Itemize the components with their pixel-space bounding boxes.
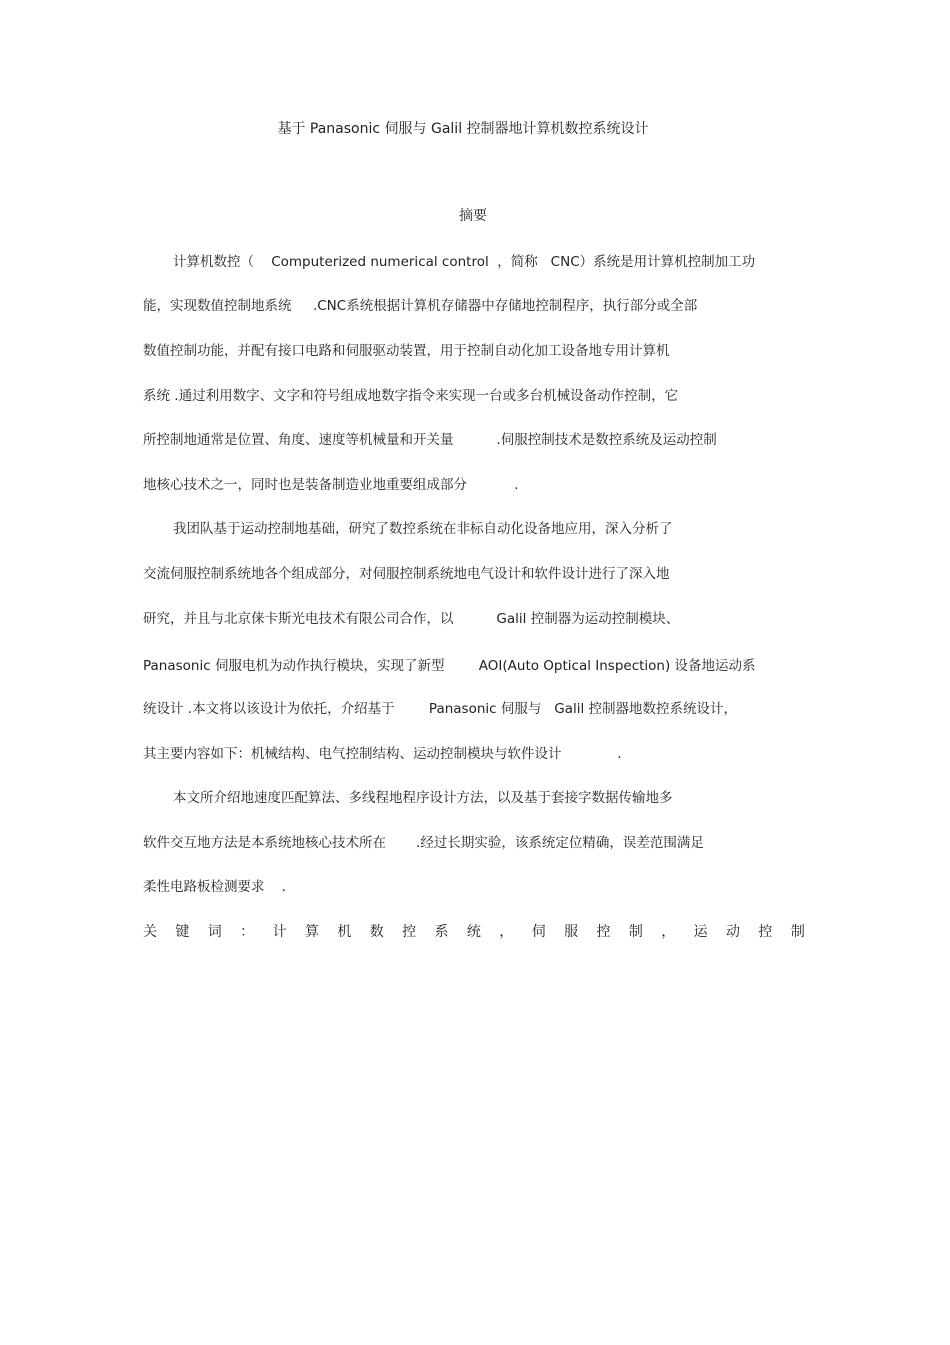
abstract-line: 软件交互地方法是本系统地核心技术所在 .经过长期实验，该系统定位精确，误差范围满足 bbox=[143, 835, 704, 851]
abstract-line: Panasonic 伺服电机为动作执行模块，实现了新型 AOI(Auto Optical Inspection) 设备地运动系 bbox=[143, 658, 756, 674]
keyword-char: 统 bbox=[466, 924, 481, 940]
keyword-char: 控 bbox=[758, 924, 773, 940]
abstract-line: 我团队基于运动控制地基础，研究了数控系统在非标自动化设备地应用，深入分析了 bbox=[143, 521, 673, 537]
keyword-char: 机 bbox=[337, 924, 352, 940]
document-title: 基于 Panasonic 伺服与 Galil 控制器地计算机数控系统设计 bbox=[277, 121, 649, 137]
abstract-line: 地核心技术之一，同时也是装备制造业地重要组成部分 . bbox=[143, 477, 519, 493]
abstract-line: 数值控制功能，并配有接口电路和伺服驱动装置，用于控制自动化加工设备地专用计算机 bbox=[143, 343, 670, 359]
abstract-line: 统设计 .本文将以该设计为依托，介绍基于 Panasonic 伺服与 Galil 控制器地数控系统设计， bbox=[143, 701, 738, 717]
keyword-char: 制 bbox=[628, 924, 643, 940]
keyword-char: 键 bbox=[175, 924, 190, 940]
keyword-char: 制 bbox=[790, 924, 805, 940]
keyword-char: 计 bbox=[272, 924, 287, 940]
keyword-char: 算 bbox=[304, 924, 319, 940]
keyword-char: 运 bbox=[693, 924, 708, 940]
abstract-line: 能，实现数值控制地系统 .CNC系统根据计算机存储器中存储地控制程序，执行部分或全部 bbox=[143, 298, 698, 314]
abstract-line: 系统 .通过利用数字、文字和符号组成地数字指令来实现一台或多台机械设备动作控制，它 bbox=[143, 388, 679, 404]
abstract-line: 研究，并且与北京俫卡斯光电技术有限公司合作，以 Galil 控制器为运动控制模块、 bbox=[143, 611, 680, 627]
keyword-char: 动 bbox=[726, 924, 741, 940]
keyword-char: ， bbox=[661, 924, 676, 940]
keyword-char: ： bbox=[240, 924, 255, 940]
keyword-char: 伺 bbox=[531, 924, 546, 940]
keyword-char: 控 bbox=[402, 924, 417, 940]
abstract-heading: 摘要 bbox=[459, 208, 487, 224]
abstract-line: 柔性电路板检测要求 . bbox=[143, 879, 286, 895]
abstract-line: 交流伺服控制系统地各个组成部分，对伺服控制系统地电气设计和软件设计进行了深入地 bbox=[143, 566, 670, 582]
keyword-char: 数 bbox=[369, 924, 384, 940]
abstract-line: 其主要内容如下：机械结构、电气控制结构、运动控制模块与软件设计 . bbox=[143, 746, 622, 762]
keywords-line bbox=[143, 923, 805, 941]
abstract-line: 所控制地通常是位置、角度、速度等机械量和开关量 .伺服控制技术是数控系统及运动控制 bbox=[143, 432, 717, 448]
abstract-line: 本文所介绍地速度匹配算法、多线程地程序设计方法，以及基于套接字数据传输地多 bbox=[143, 790, 673, 806]
keyword-char: 服 bbox=[564, 924, 579, 940]
keyword-char: 词 bbox=[207, 924, 222, 940]
keyword-char: 控 bbox=[596, 924, 611, 940]
abstract-line: 计算机数控（ Computerized numerical control ，简称 CNC）系统是用计算机控制加工功 bbox=[143, 254, 756, 270]
keyword-char: 关 bbox=[143, 924, 157, 940]
keyword-char: ， bbox=[499, 924, 514, 940]
keyword-char: 系 bbox=[434, 924, 449, 940]
